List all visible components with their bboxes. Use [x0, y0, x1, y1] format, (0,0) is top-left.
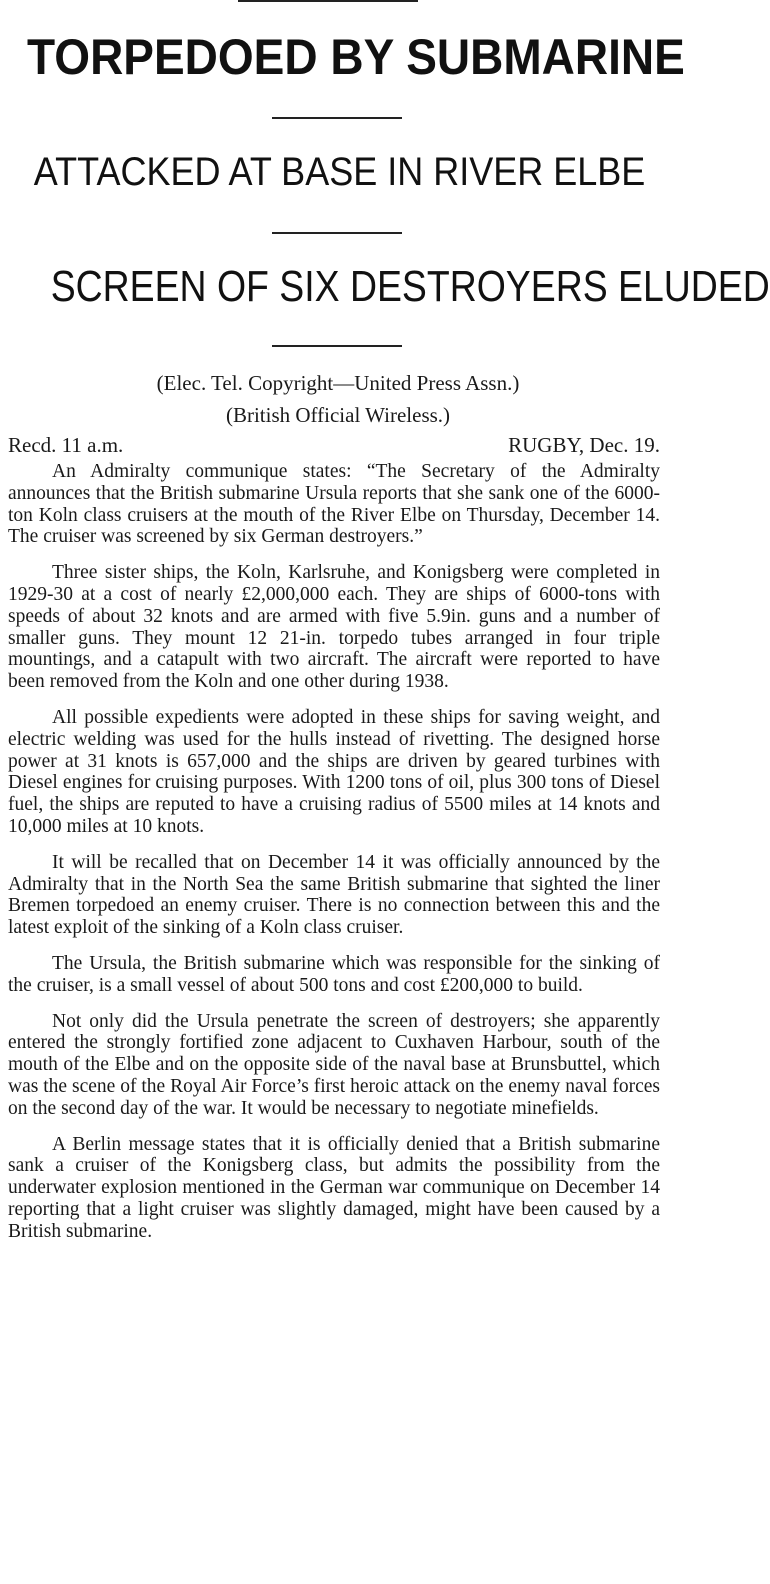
- article-body: [8, 461, 660, 1257]
- headline-primary: TORPEDOED BY SUBMARINE: [27, 29, 685, 85]
- paragraph: It will be recalled that on December 14 it was officially announced by the Admiralty that in the North Sea the same British submarine that sighted the liner Bremen torpedoed an enemy cruiser. There is no connection between this and the latest exploit of the sinking of a Koln class cruiser.: [8, 851, 660, 939]
- wireless-credit: (British Official Wireless.): [225, 403, 451, 427]
- paragraph: Three sister ships, the Koln, Karlsruhe, and Konigsberg were completed in 1929-30 at a cost of nearly £2,000,000 each. They are ships of 6000-tons with speeds of about 32 knots and are armed with five 5.9in. guns and a number of smaller guns. They mount 12 21-in. torpedo tubes arranged in four triple mountings, and a catapult with two aircraft. The aircraft were reported to have been removed from the Koln and one other during 1938.: [8, 562, 660, 693]
- headline-secondary: ATTACKED AT BASE IN RIVER ELBE: [33, 150, 646, 194]
- received-time: Recd. 11 a.m.: [8, 433, 124, 457]
- paragraph: Not only did the Ursula penetrate the screen of destroyers; she apparently entered the strongly fortified zone adjacent to Cuxhaven Harbour, south of the mouth of the Elbe and on the opposite side of the naval base at Brunsbuttel, which was the scene of the Royal Air Force’s first heroic attack on the enemy naval forces on the second day of the war. It would be necessary to negotiate minefields.: [8, 1010, 660, 1119]
- headline-divider-3: [272, 345, 402, 347]
- headline-divider-2: [272, 232, 402, 234]
- headline-tertiary: SCREEN OF SIX DESTROYERS ELUDED: [50, 262, 770, 311]
- headline-divider-1: [272, 117, 402, 119]
- dateline-location: RUGBY, Dec. 19.: [508, 433, 660, 457]
- top-rule: [238, 0, 418, 2]
- paragraph: The Ursula, the British submarine which was responsible for the sinking of the cruiser, is a small vessel of about 500 tons and cost £200,000 to build.: [8, 952, 660, 996]
- dateline-row: [8, 433, 660, 458]
- paragraph: An Admiralty communique states: “The Secretary of the Admiralty announces that the British submarine Ursula reports that she sank one of the 6000-ton Koln class cruisers at the mouth of the River Elbe on Thursday, December 14. The cruiser was screened by six German destroyers.”: [8, 461, 660, 548]
- copyright-credit: (Elec. Tel. Copyright—United Press Assn.): [156, 371, 520, 395]
- paragraph: A Berlin message states that it is officially denied that a British submarine sank a cruiser of the Konigsberg class, but admits the possibility from the underwater explosion mentioned in the German war communique on December 14 reporting that a light cruiser was slightly damaged, might have been caused by a British submarine.: [8, 1133, 660, 1242]
- paragraph: All possible expedients were adopted in these ships for saving weight, and electric welding was used for the hulls instead of rivetting. The designed horse power at 31 knots is 657,000 and the ships are driven by geared turbines with Diesel engines for cruising purposes. With 1200 tons of oil, plus 300 tons of Diesel fuel, the ships are reputed to have a cruising radius of 5500 miles at 14 knots and 10,000 miles at 10 knots.: [8, 706, 660, 837]
